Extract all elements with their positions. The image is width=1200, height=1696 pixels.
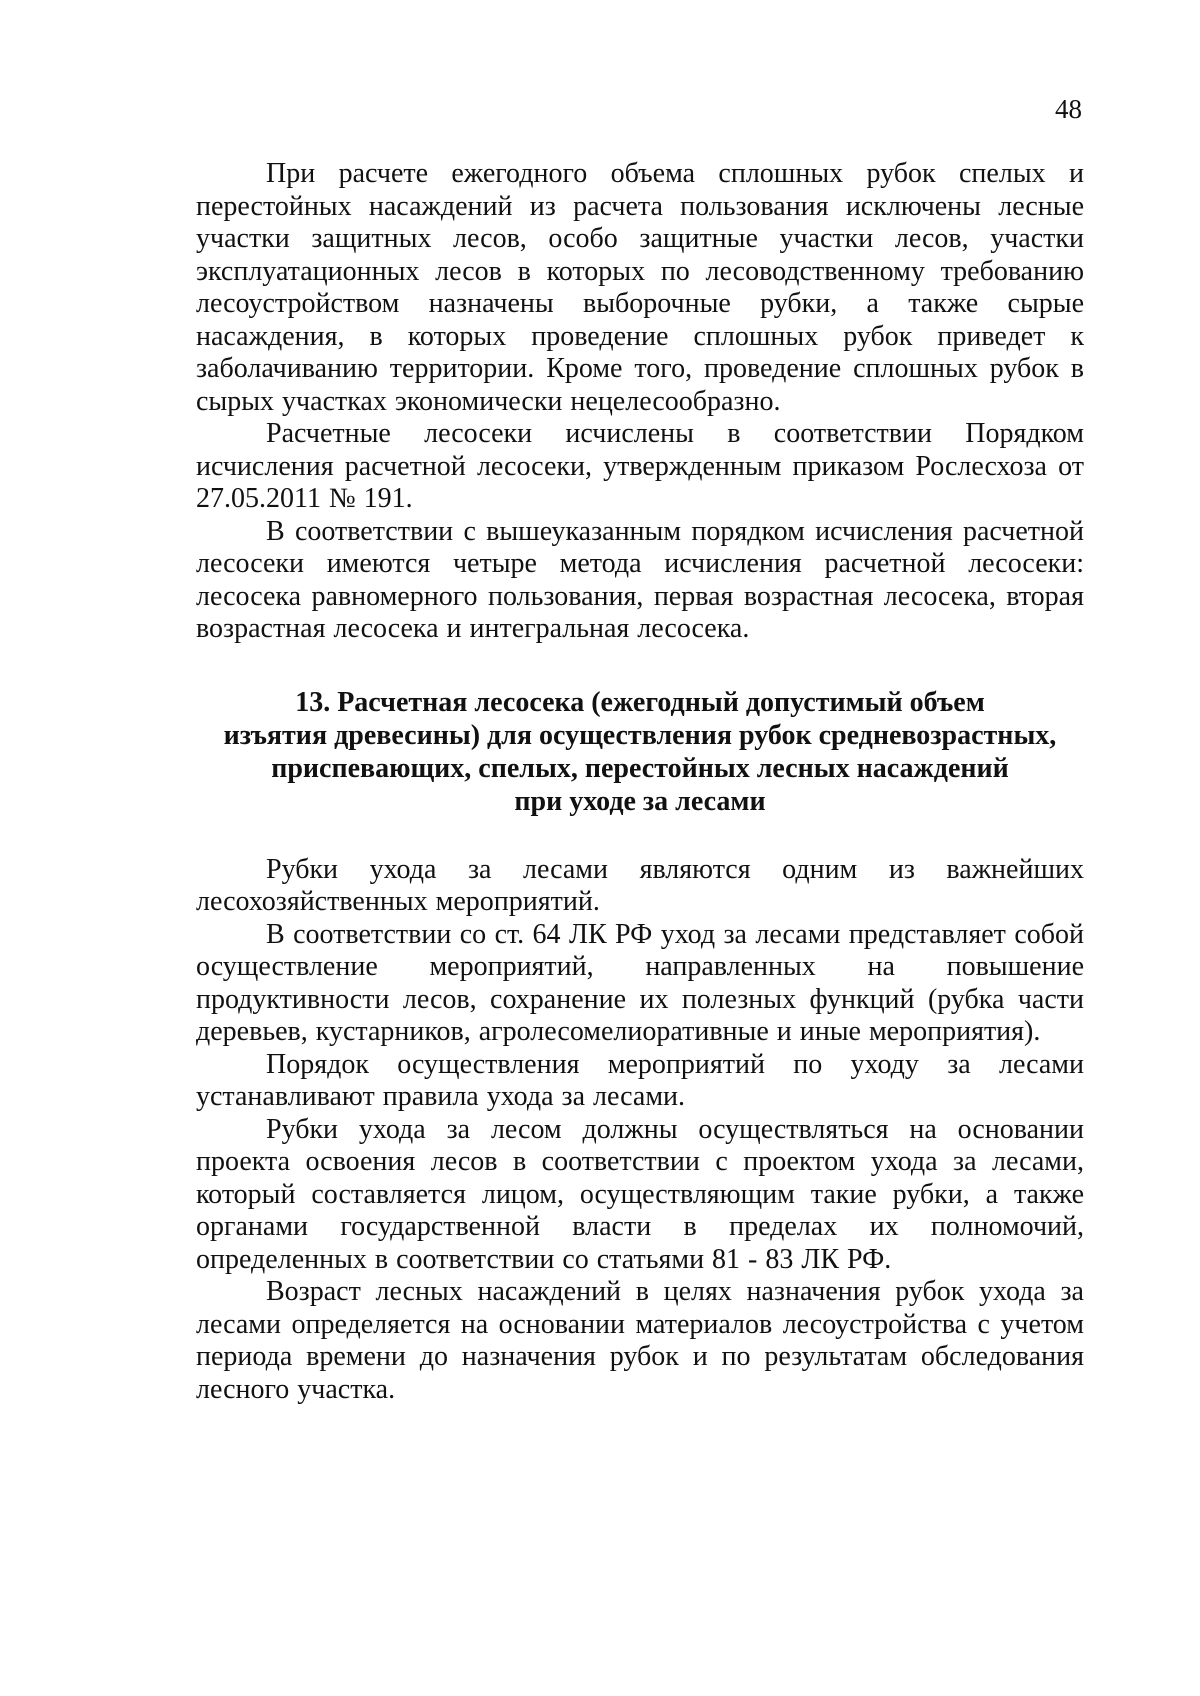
section-heading — [196, 686, 1084, 818]
paragraph-forest-care-definition: В соответствии со ст. 64 ЛК РФ уход за лесами представляет собой осуществление мероприятий, направленных на повышение продуктивности лесов, сохранение их полезных функций (рубка части деревьев, кустарников, агролесомелиоративные и иные мероприятия). — [196, 918, 1084, 1047]
page-number: 48 — [1055, 94, 1082, 124]
paragraph-thinning-basis: Рубки ухода за лесом должны осуществляться на основании проекта освоения лесов в соответствии с проектом ухода за лесами, который составляется лицом, осуществляющим такие рубки, а также органами государственной власти в пределах их полномочий, определенных в соответствии со статьями 81 - 83 ЛК РФ. — [196, 1113, 1084, 1275]
section-heading-line: изъятия древесины) для осуществления рубок средневозрастных, — [223, 719, 1057, 751]
paragraph-thinning-importance: Рубки ухода за лесами являются одним из важнейших лесохозяйственных мероприятий. — [196, 853, 1084, 917]
paragraph-stand-age: Возраст лесных насаждений в целях назначения рубок ухода за лесами определяется на основании материалов лесоустройства с учетом периода времени до назначения рубок и по результатам обследования лесного участка. — [196, 1276, 1084, 1405]
paragraph-clearcut-exclusions: При расчете ежегодного объема сплошных рубок спелых и перестойных насаждений из расчета пользования исключены лесные участки защитных лесов, особо защитные участки лесов, участки эксплуатационных лесов в которых по лесоводственному требованию лесоустройством назначены выборочные рубки, а также сырые насаждения, в которых проведение сплошных рубок приведет к заболачиванию территории. Кроме того, проведение сплошных рубок в сырых участках экономически нецелесообразно. — [196, 158, 1084, 417]
section-heading-line: 13. Расчетная лесосека (ежегодный допустимый объем — [295, 686, 985, 718]
paragraph-calculation-methods: В соответствии с вышеуказанным порядком исчисления расчетной лесосеки имеются четыре метода исчисления расчетной лесосеки: лесосека равномерного пользования, первая возрастная лесосека, вторая возрастная лесосека и интегральная лесосека. — [196, 515, 1084, 644]
section-heading-line: при уходе за лесами — [514, 785, 766, 817]
section-heading-line: приспевающих, спелых, перестойных лесных насаждений — [271, 752, 1009, 784]
paragraph-calculation-order: Расчетные лесосеки исчислены в соответствии Порядком исчисления расчетной лесосеки, утвержденным приказом Рослесхоза от 27.05.2011 № 191. — [196, 418, 1084, 514]
page-content — [196, 158, 1084, 1406]
paragraph-care-rules: Порядок осуществления мероприятий по уходу за лесами устанавливают правила ухода за лесами. — [196, 1048, 1084, 1112]
